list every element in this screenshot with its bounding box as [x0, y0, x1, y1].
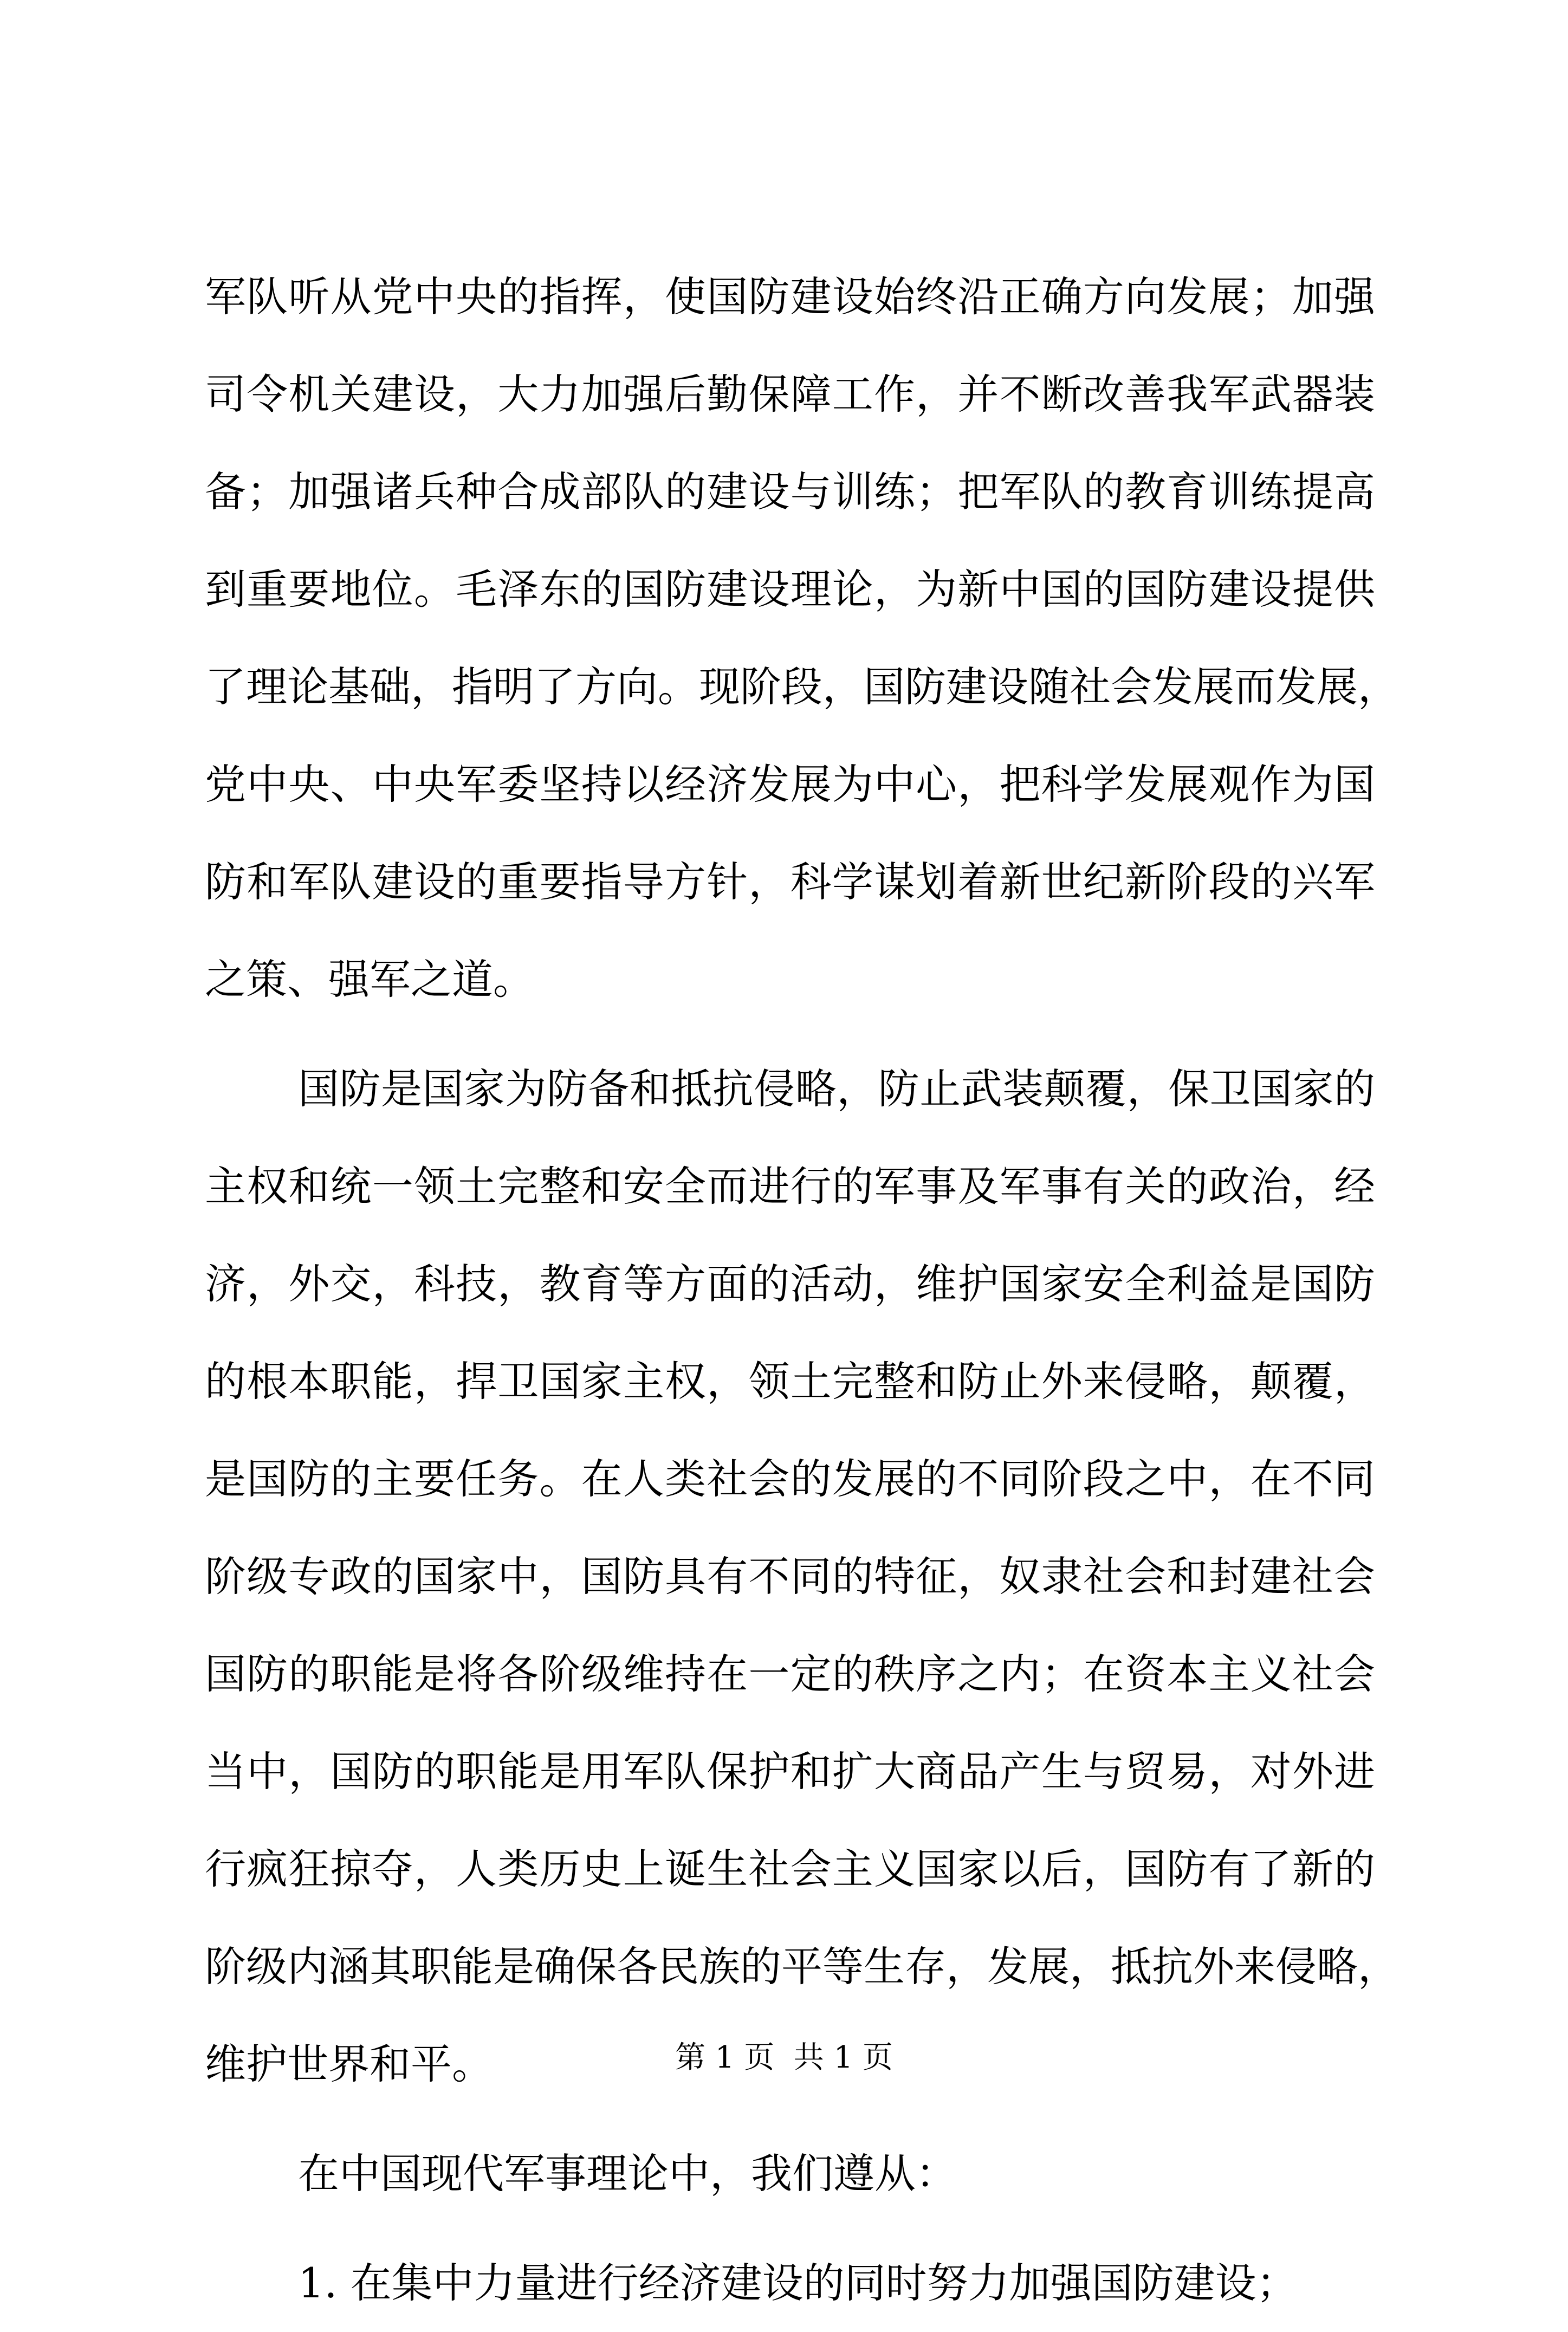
paragraph-gap [205, 2223, 1375, 2234]
text-line: 的根本职能，捍卫国家主权，领土完整和防止外来侵略，颠覆， [205, 1357, 1375, 1405]
paragraph [205, 2125, 1375, 2223]
text-line: 当中，国防的职能是用军队保护和扩大商品产生与贸易，对外进 [205, 1747, 1375, 1796]
paragraph-gap [205, 2113, 1375, 2125]
text-line: 防和军队建设的重要指导方针，科学谋划着新世纪新阶段的兴军 [205, 858, 1375, 906]
page-footer: 第 1 页 共 1 页 [675, 2040, 893, 2075]
text-line: 了理论基础，指明了方向。现阶段，国防建设随社会发展而发展， [205, 663, 1399, 711]
text-line: 行疯狂掠夺，人类历史上诞生社会主义国家以后，国防有了新的 [205, 1845, 1375, 1893]
text-line: 备；加强诸兵种合成部队的建设与训练；把军队的教育训练提高 [205, 468, 1375, 516]
text-line: 在中国现代军事理论中，我们遵从： [298, 2149, 957, 2198]
paragraph [205, 2234, 1375, 2332]
text-line: 主权和统一领土完整和安全而进行的军事及军事有关的政治，经 [205, 1162, 1375, 1210]
document-body [205, 248, 1399, 2332]
text-line: 1. 在集中力量进行经济建设的同时努力加强国防建设； [298, 2259, 1298, 2307]
paragraph [205, 1040, 1399, 2113]
text-line: 阶级内涵其职能是确保各民族的平等生存，发展，抵抗外来侵略， [205, 1942, 1399, 1991]
text-line: 军队听从党中央的指挥，使国防建设始终沿正确方向发展；加强 [205, 273, 1375, 321]
text-line: 是国防的主要任务。在人类社会的发展的不同阶段之中，在不同 [205, 1455, 1375, 1503]
text-line: 党中央、中央军委坚持以经济发展为中心，把科学发展观作为国 [205, 760, 1375, 808]
text-line: 阶级专政的国家中，国防具有不同的特征，奴隶社会和封建社会 [205, 1552, 1375, 1601]
text-line: 到重要地位。毛泽东的国防建设理论，为新中国的国防建设提供 [205, 565, 1375, 613]
text-line: 国防的职能是将各阶级维持在一定的秩序之内；在资本主义社会 [205, 1650, 1375, 1698]
paragraph [205, 248, 1399, 1028]
paragraph-gap [205, 1028, 1375, 1040]
text-line: 司令机关建设，大力加强后勤保障工作，并不断改善我军武器装 [205, 370, 1375, 418]
text-line: 济，外交，科技，教育等方面的活动，维护国家安全利益是国防 [205, 1260, 1375, 1308]
text-line: 之策、强军之道。 [205, 955, 534, 1003]
text-line: 国防是国家为防备和抵抗侵略，防止武装颠覆，保卫国家的 [298, 1065, 1375, 1113]
text-line: 维护世界和平。 [205, 2040, 493, 2088]
